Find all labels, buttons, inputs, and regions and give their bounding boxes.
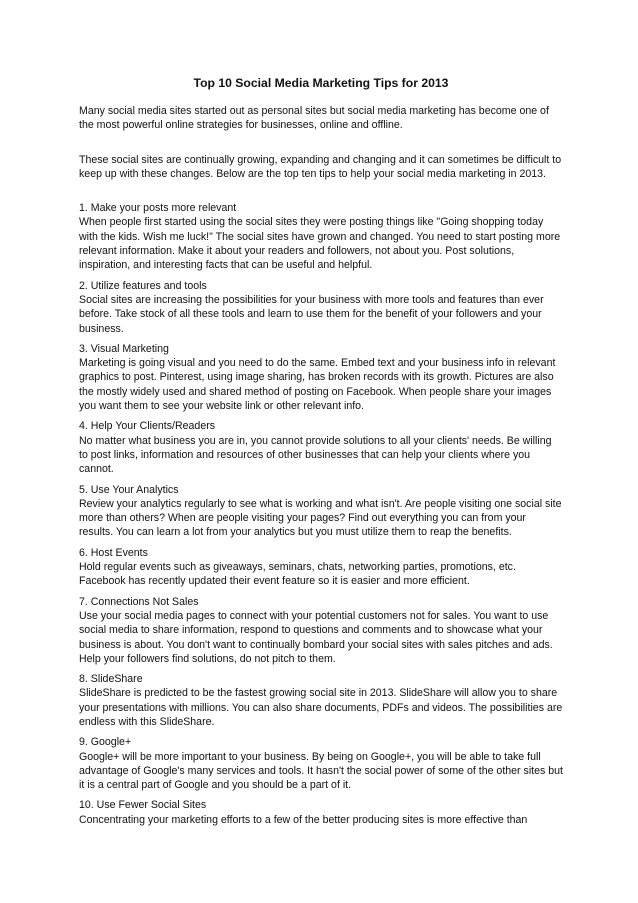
tip-4 bbox=[79, 419, 563, 476]
tip-body: Review your analytics regularly to see what is working and what isn't. Are people visiting one social site more than others? When are people visiting your pages? Find out everything you can from your results. You can learn a lot from your analytics but you must utilize them to reap the benefits. bbox=[79, 497, 562, 539]
tip-10 bbox=[79, 798, 563, 827]
tip-body: When people first started using the social sites they were posting things like "Going shopping today with the kids. Wish me luck!" The social sites have grown and changed. You need to start posting more relevant information. Make it about your readers and followers, not about you. Post solutions, inspiration, and interesting facts that can be useful and helpful. bbox=[79, 216, 561, 272]
document-page bbox=[79, 76, 563, 833]
tip-heading: 3. Visual Marketing bbox=[79, 342, 169, 355]
intro-paragraph-1: Many social media sites started out as personal sites but social media marketing has become one of the most powerful online strategies for businesses, online and offline. bbox=[79, 105, 549, 132]
intro-paragraph-2: These social sites are continually growing, expanding and changing and it can sometimes be difficult to keep up with these changes. Below are the top ten tips to help your social media marketing in 2013. bbox=[79, 153, 562, 180]
tip-heading: 4. Help Your Clients/Readers bbox=[79, 420, 216, 433]
tip-body: Use your social media pages to connect with your potential customers not for sales. You want to use social media to share information, respond to questions and comments and to showcase what your business is about. You don't want to continually bombard your social sites with sales pitches and ads. Help your followers find solutions, do not pitch to them. bbox=[79, 609, 553, 665]
tip-body: Google+ will be more important to your business. By being on Google+, you will be able to take full advantage of Google's many services and tools. It hasn't the social power of some of the other sites but it is a central part of Google and you should be a part of it. bbox=[79, 750, 563, 792]
tip-body: No matter what business you are in, you cannot provide solutions to all your clients' needs. Be willing to post links, information and resources of other businesses that can help your clients where you cannot. bbox=[79, 434, 552, 476]
tip-heading: 5. Use Your Analytics bbox=[79, 483, 179, 496]
tip-5 bbox=[79, 483, 563, 540]
tip-heading: 7. Connections Not Sales bbox=[79, 595, 199, 608]
tip-1 bbox=[79, 201, 563, 272]
tip-7 bbox=[79, 595, 563, 666]
tip-heading: 8. SlideShare bbox=[79, 673, 143, 686]
tip-3 bbox=[79, 342, 563, 413]
tip-body: SlideShare is predicted to be the fastest growing social site in 2013. SlideShare will allow you to share your presentations with millions. You can also share documents, PDFs and videos. The possibilities are endless with this SlideShare. bbox=[79, 687, 563, 728]
tip-body: Social sites are increasing the possibilities for your business with more tools and features than ever before. Take stock of all these tools and learn to use them for the benefit of your followers and your business. bbox=[79, 293, 544, 335]
tip-heading: 10. Use Fewer Social Sites bbox=[79, 799, 207, 812]
tip-heading: 1. Make your posts more relevant bbox=[79, 202, 237, 215]
tip-8 bbox=[79, 672, 563, 729]
tip-9 bbox=[79, 735, 563, 792]
tip-heading: 2. Utilize features and tools bbox=[79, 279, 207, 292]
tip-6 bbox=[79, 546, 563, 589]
tip-body: Marketing is going visual and you need to do the same. Embed text and your business info in relevant graphics to post. Pinterest, using image sharing, has broken records with its growth. Pictures are also the mostly widely used and shared method of posting on Facebook. When people share your images you want them to see your website link or other relevant info. bbox=[79, 357, 556, 413]
tip-heading: 6. Host Events bbox=[79, 546, 148, 559]
tip-body: Concentrating your marketing efforts to a few of the better producing sites is more effective than bbox=[79, 813, 528, 826]
tip-body: Hold regular events such as giveaways, seminars, chats, networking parties, promotions, etc. Facebook has recently updated their event feature so it is easier and more efficient. bbox=[79, 561, 516, 588]
tip-2 bbox=[79, 279, 563, 336]
document-title: Top 10 Social Media Marketing Tips for 2013 bbox=[193, 76, 449, 90]
tip-heading: 9. Google+ bbox=[79, 736, 132, 749]
